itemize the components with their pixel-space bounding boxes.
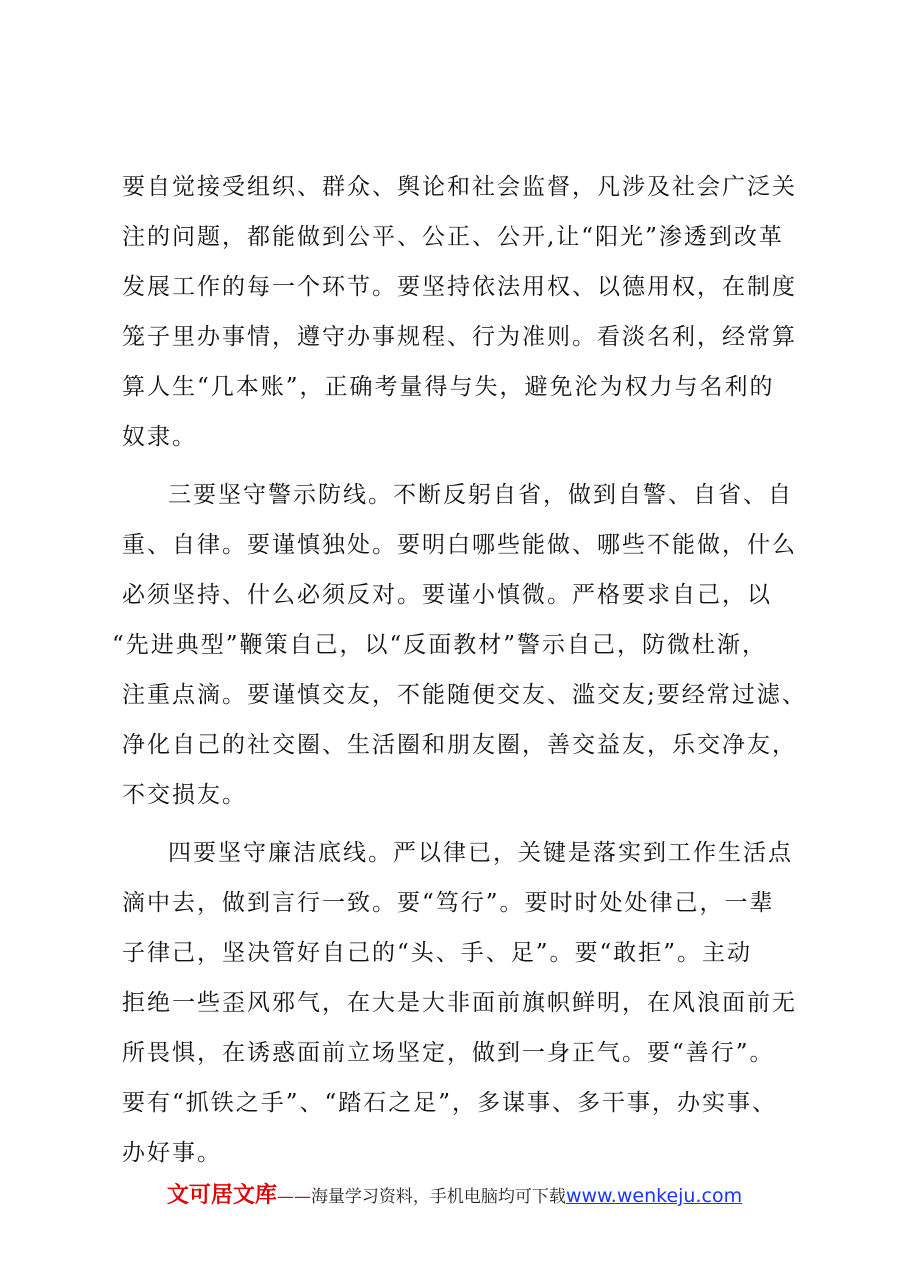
footer-banner [0, 1178, 909, 1209]
text-line: 注的问题，都能做到公平、公正、公开,让“阳光”渗透到改革 [122, 224, 784, 250]
text-line: 发展工作的每一个环节。要坚持依法用权、以德用权，在制度 [122, 274, 797, 300]
footer-slogan: 海量学习资料，手机电脑均可下载 [310, 1187, 566, 1207]
text-line: 不交损友。 [122, 782, 247, 808]
document-body [112, 162, 822, 1178]
text-line: 必须坚持、什么必须反对。要谨小慎微。严格要求自己，以 [122, 582, 772, 608]
footer-dash: —— [276, 1187, 311, 1207]
text-line: 笼子里办事情，遵守办事规程、行为准则。看淡名利，经常算 [122, 324, 797, 350]
text-line: “先进典型”鞭策自己，以“反面教材”警示自己，防微杜渐， [112, 632, 768, 658]
text-line: 子律己，坚决管好自己的“头、手、足”。要“敢拒”。主动 [122, 940, 753, 966]
text-line: 算人生“几本账”，正确考量得与失，避免沦为权力与名利的 [122, 374, 775, 400]
text-line: 拒绝一些歪风邪气，在大是大非面前旗帜鲜明，在风浪面前无 [122, 990, 797, 1016]
text-line: 注重点滴。要谨慎交友，不能随便交友、滥交友;要经常过滤、 [122, 682, 807, 708]
website-link[interactable]: www.wenkeju.com [565, 1185, 743, 1207]
text-line: 要自觉接受组织、群众、舆论和社会监督，凡涉及社会广泛关 [122, 174, 797, 200]
text-line: 四要坚守廉洁底线。严以律已，关键是落实到工作生活点 [168, 840, 793, 866]
text-line: 要有“抓铁之手”、“踏石之足”，多谋事、多干事，办实事、 [122, 1090, 778, 1116]
text-line: 重、自律。要谨慎独处。要明白哪些能做、哪些不能做，什么 [122, 532, 797, 558]
text-line: 三要坚守警示防线。不断反躬自省，做到自警、自省、自 [168, 482, 793, 508]
brand-name: 文可居文库 [166, 1183, 277, 1208]
text-line: 奴隶。 [122, 424, 197, 450]
text-line: 净化自己的社交圈、生活圈和朋友圈，善交益友，乐交净友， [122, 732, 797, 758]
text-line: 所畏惧，在诱惑面前立场坚定，做到一身正气。要“善行”。 [122, 1040, 775, 1066]
text-line: 滴中去，做到言行一致。要“笃行”。要时时处处律己，一辈 [122, 890, 775, 916]
text-line: 办好事。 [122, 1140, 222, 1166]
